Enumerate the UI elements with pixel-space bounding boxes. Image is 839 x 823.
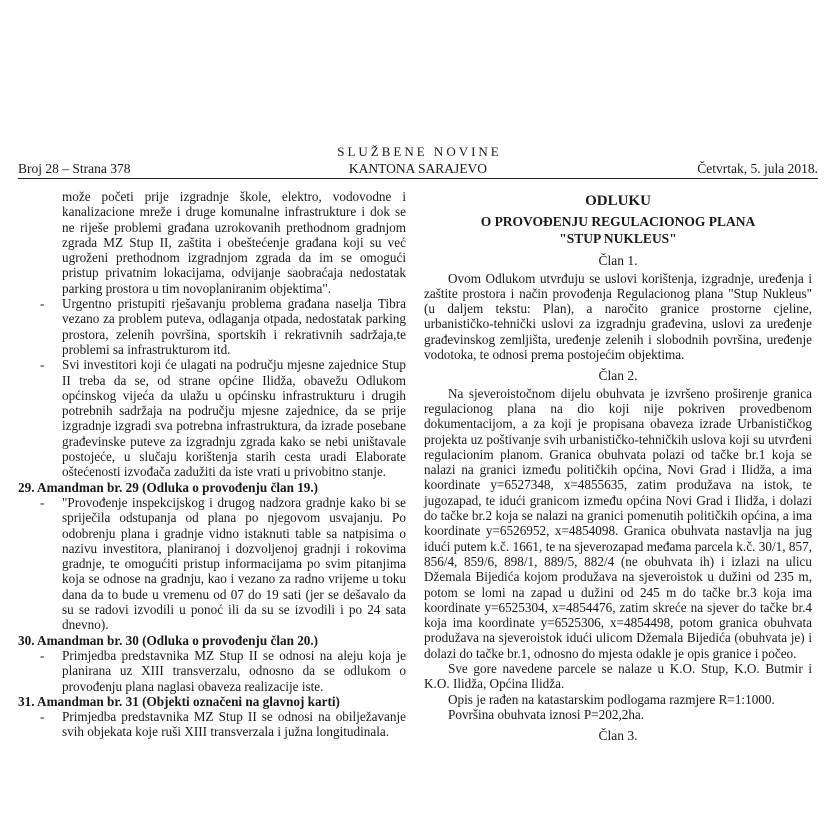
issue-date: Četvrtak, 5. jula 2018. bbox=[697, 161, 818, 176]
decision-subtitle-name: "STUP NUKLEUS" bbox=[559, 231, 677, 247]
amendment-30-text: Primjedba predstavnika MZ Stup II se odnosi na aleju koja je planirana uz XIII transverzalu, odnosno da se odlukom o provođenju plana naglasi obaveza realizacije iste. bbox=[62, 647, 406, 694]
header-rule bbox=[18, 178, 818, 179]
decision-subtitle: O PROVOĐENJU REGULACIONOG PLANA bbox=[480, 214, 756, 230]
left-column bbox=[18, 189, 406, 740]
amendment-29-title: 29. Amandman br. 29 (Odluka o provođenju član 19.) bbox=[18, 479, 319, 495]
bullet-item: - "Provođenje inspekcijskog i drugog nadzora gradnje kako bi se spriječila odstupanja od plana po njegovom usvajanju. Po odobrenju plana i gradnje vidno istaknuti table sa natpisima o nazivu investitora, planiranoj i dozvoljenoj gradnji i rokovima gradnje, te omogućiti pristup informacijama po svim pitanjima koja se odnose na gradnju, kao i vezano za radno vrijeme u toku dana da to bude u vremenu od 07 do 19 sati (jer se dešavalo da su se radovi izvodili u ponoć ili da su se izvodili i po 24 sata dnevno). bbox=[40, 494, 406, 633]
bullet-item: - Primjedba predstavnika MZ Stup II se odnosi na aleju koja je planirana uz XIII transverzalu, odnosno da se odlukom o provođenju plana naglasi obaveza realizacije iste. bbox=[40, 647, 406, 694]
page-header bbox=[18, 161, 818, 179]
bullet-item: - Svi investitori koji će ulagati na području mjesne zajednice Stup II treba da se, od strane općine Ilidža, obavežu Odlukom općinskog vijeća da ulažu u općinsku infrastrukturu i drugih potrebnih sadržaja na području mjesne zajednice, da se prije izgradnje izgradi sva potrebna infrastruktura, da izrade posebane građevinske puteve za izgradnju zgrada kako se nebi uništavale postojeće, u slučaju korištenja starih cesta uradi Elaborate oštećenosti izvođača zadužiti da iste vrati u privobitno stanje. bbox=[40, 357, 406, 480]
amendment-31-title: 31. Amandman br. 31 (Objekti označeni na glavnoj karti) bbox=[18, 693, 340, 709]
bullet-text: Urgentno pristupiti rješavanju problema građana naselja Tibra vezano za problem puteva, odlaganja otpada, nedostatak parking prostora, zelenih površina, sportskih i rekrativnih sadržaja,te problemi sa infrastrukturom itd. bbox=[62, 296, 406, 357]
article-2-area: Površina obuhvata iznosi P=202,2ha. bbox=[448, 706, 645, 722]
article-2-scale: Opis je rađen na katastarskim podlogama razmjere R=1:1000. bbox=[448, 691, 775, 707]
bullet-text: Svi investitori koji će ulagati na području mjesne zajednice Stup II treba da se, od strane općine Ilidža, obavežu Odlukom općinskog vijeća da ulažu u općinsku infrastrukturu i drugih potrebnih sadržaja na području mjesne zajednice, da se prije izgradnje izgradi sva potrebna infrastruktura, da izrade posebane građevinske puteve za izgradnju zgrada kako se nebi uništavale postojeće, u slučaju korištenja starih cesta uradi Elaborate oštećenosti izvođača zadužiti da iste vrati u privobitno stanje. bbox=[62, 357, 406, 480]
amendment-30-title: 30. Amandman br. 30 (Odluka o provođenju član 20.) bbox=[18, 632, 319, 648]
article-2-parcels: Sve gore navedene parcele se nalaze u K.O. Stup, K.O. Butmir i K.O. Ilidža, Općina Ilidža. bbox=[424, 661, 812, 692]
decision-title: ODLUKU bbox=[585, 193, 651, 209]
article-1-heading: Član 1. bbox=[598, 253, 638, 269]
publication-name: KANTONA SARAJEVO bbox=[348, 161, 488, 176]
amendment-31-text: Primjedba predstavnika MZ Stup II se odnosi na obilježavanje svih objekata koje ruši XIII transverzala i južna longitudinala. bbox=[62, 709, 406, 740]
amendment-29-text: "Provođenje inspekcijskog i drugog nadzora gradnje kako bi se spriječila odstupanja od plana po njegovom usvajanju. Po odobrenju plana i gradnje vidno istaknuti table sa natpisima o nazivu investitora, planiranoj i dozvoljenoj gradnji i rokovima gradnje, te omogućiti pristup informacijama po svim pitanjima koja se odnose na gradnju, kao i vezano za radno vrijeme u toku dana da to bude u vremenu od 07 do 19 sati (jer se dešavalo da su se radovi izvodili u ponoć ili da su se izvodili i po 24 sata dnevno). bbox=[62, 494, 406, 633]
issue-number: Broj 28 – Strana 378 bbox=[18, 161, 131, 176]
article-2-heading: Član 2. bbox=[598, 368, 638, 384]
intro-paragraph: može početi prije izgradnje škole, elektro, vodovodne i kanalizacione mreže i druge komunalne infrastrukture i dok se ne riješe problemi građana uzrokovanih prethodnom gradnjom zgrada MZ Stup II, zaštita i obeštećenje građana koji su već ugroženi prethodnom izgradnjom zgrada da im se omogući pristup privatnim lokacijama, odvijanje saobraćaja nedostatak parking prostora u tim novoplaniranim objektima". bbox=[62, 189, 406, 296]
right-column bbox=[424, 189, 812, 746]
article-3-heading: Član 3. bbox=[598, 728, 638, 744]
bullet-item: - Primjedba predstavnika MZ Stup II se odnosi na obilježavanje svih objekata koje ruši XIII transverzala i južna longitudinala. bbox=[40, 709, 406, 740]
article-1-text: Ovom Odlukom utvrđuju se uslovi korištenja, izgradnje, uređenja i zaštite prostora i način provođenja Regulacionog plana "Stup Nukleus" (u daljem tekstu: Plan), a naročito granice prostorne cjeline, urbanističko-tehnički uslovi za izgradnju građevina, uslovi za uređenje građevinskog zemljišta, uređenje zelenih i slobodnih površina, uređenje vodotoka, te odnosi prema postojećim objektima. bbox=[424, 270, 812, 363]
bullet-item: - Urgentno pristupiti rješavanju problema građana naselja Tibra vezano za problem puteva, odlaganja otpada, nedostatak parking prostora, zelenih površina, sportskih i rekrativnih sadržaja,te problemi sa infrastrukturom itd. bbox=[40, 296, 406, 357]
article-2-text: Na sjeveroistočnom dijelu obuhvata je izvršeno proširenje granica regulacionog plana na dio koji nije pokriven provedbenom dokumentacijom, a za koji je propisana obaveza izrade Urbanističkog projekta uz poštivanje svih urbanističko-tehničkih uslova koji su utvrđeni regulacionim planom. Granica obuhvata polazi od tačke br.1 koja se nalazi na granici između političkih općina, Novi Grad i Ilidža, a ima koordinate y=6527348, x=4855635, zatim produžava na istok, te jugozapad, te idući granicom između općina Novi Grad i Ilidža, i dolazi do tačke br.2 koja se nalazi na granici pomenutih političkih općina, a ima koordinate y=6526952, x=4854098. Granica obuhvata nastavlja na jug idući putem k.č. 1661, te na sjeverozapad međama parcela k.č. 30/1, 857, 856/4, 859/6, 898/1, 889/5, 882/4 (ne obuhvata ih) i izlazi na ulicu Džemala Bijedića kojom produžava na sjeveroistok u dužini od 235 m, potom se lomi na zapad u dužini od 245 m do tačke br.3 koja ima koordinate y=6525304, x=4854476, zatim skreće na sjever do tačke br.4 koja ima koordinate y=6525306, x=4854498, potom granica obuhvata produžava na sjeveroistok idući ulicom Džemala Bijedića (obuhvata je) i dolazi do tačke br.1, odnosno do mjesta odakle je opis granice i počeo. bbox=[424, 385, 812, 661]
masthead-title: SLUŽBENE NOVINE bbox=[337, 144, 502, 159]
